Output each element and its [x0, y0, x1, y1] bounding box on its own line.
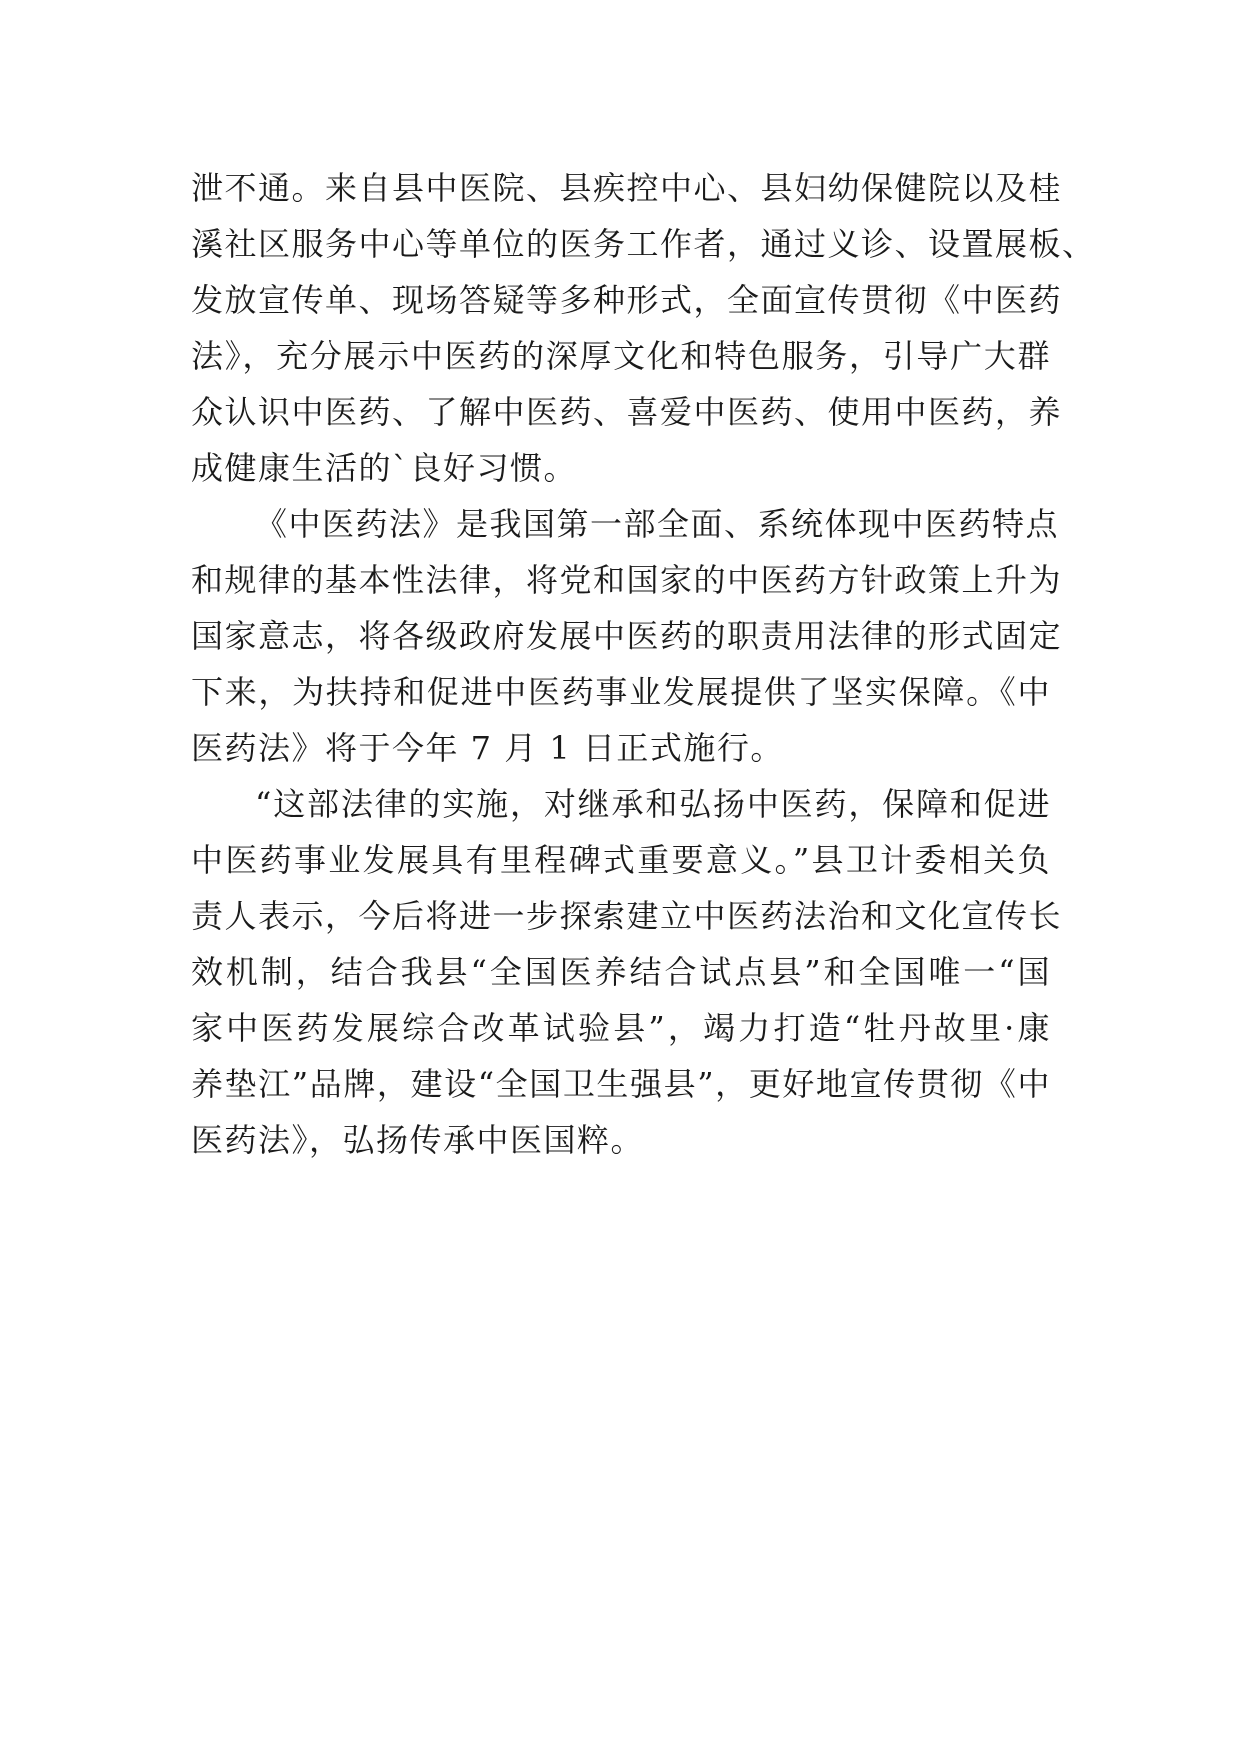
text-line: 众认识中医药、了解中医药、喜爱中医药、使用中医药，养	[191, 393, 1063, 431]
paragraph-1	[191, 160, 1096, 496]
paragraph-2	[191, 496, 1063, 776]
text-line: 溪社区服务中心等单位的医务工作者，通过义诊、设置展板、	[191, 225, 1096, 263]
text-line: 和规律的基本性法律，将党和国家的中医药方针政策上升为	[191, 561, 1063, 599]
text-line: “这部法律的实施，对继承和弘扬中医药，保障和促进	[255, 785, 1051, 823]
document-body	[191, 160, 1096, 1168]
text-line: 效机制，结合我县“全国医养结合试点县”和全国唯一“国	[191, 953, 1051, 991]
text-line: 医药法》，弘扬传承中医国粹。	[191, 1121, 645, 1159]
paragraph-3	[191, 776, 1063, 1168]
text-line: 中医药事业发展具有里程碑式重要意义。”县卫计委相关负	[191, 841, 1051, 879]
text-line: 泄不通。来自县中医院、县疾控中心、县妇幼保健院以及桂	[191, 169, 1063, 207]
text-line: 法》，充分展示中医药的深厚文化和特色服务，引导广大群	[191, 337, 1051, 375]
text-line: 《中医药法》是我国第一部全面、系统体现中医药特点	[255, 505, 1060, 543]
text-line: 下来，为扶持和促进中医药事业发展提供了坚实保障。《中	[191, 673, 1051, 711]
text-line: 成健康生活的`良好习惯。	[191, 449, 578, 487]
text-line: 发放宣传单、现场答疑等多种形式，全面宣传贯彻《中医药	[191, 281, 1063, 319]
text-line: 家中医药发展综合改革试验县”，竭力打造“牡丹故里·康	[191, 1009, 1051, 1047]
text-line: 养垫江”品牌，建设“全国卫生强县”，更好地宣传贯彻《中	[191, 1065, 1051, 1103]
text-line: 责人表示，今后将进一步探索建立中医药法治和文化宣传长	[191, 897, 1063, 935]
text-line: 医药法》将于今年 7 月 1 日正式施行。	[191, 729, 784, 767]
text-line: 国家意志，将各级政府发展中医药的职责用法律的形式固定	[191, 617, 1063, 655]
